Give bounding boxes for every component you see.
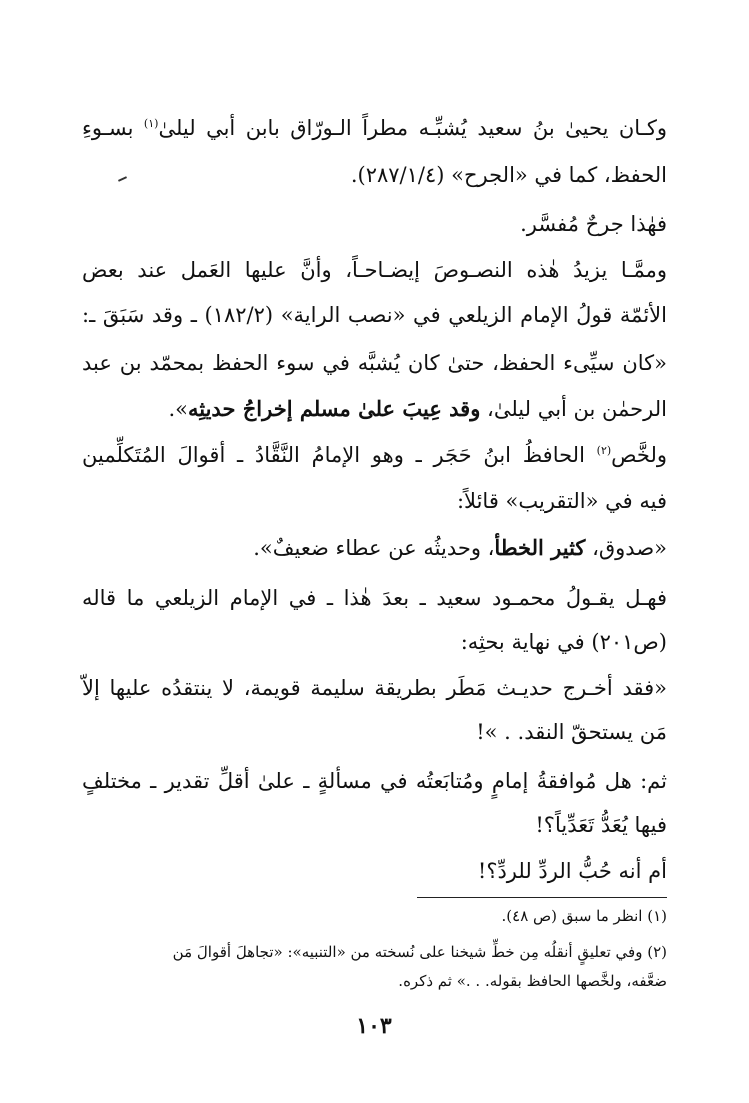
body-line-1-end: بسـوءِ <box>82 116 144 140</box>
body-line-8 <box>82 440 667 470</box>
body-line-10 <box>82 533 667 563</box>
body-line-1-text: وكـان يحيىٰ بنُ سعيد يُشبِّـه مطراً الـورّاق بابن أبي ليلىٰ <box>158 116 667 140</box>
footnote-2-continued: ضعَّفه، ولخَّصها الحافظ بقوله. . .» ثم ذكره. <box>398 972 667 990</box>
quote-text: الرحمٰن بن أبي ليلىٰ، <box>480 397 667 421</box>
footnote-2: (٢) وفي تعليقٍ أنقلُه مِن خطِّ شيخنا على نُسخته من «التنبيه»: «تجاهلَ أقوالَ مَن <box>172 943 667 961</box>
quote-bold-phrase: كثير الخطأ <box>494 535 586 560</box>
body-line-8-text: ولخَّص <box>611 443 667 467</box>
body-line-7 <box>82 394 667 424</box>
body-line-1 <box>82 113 667 143</box>
body-line-14: مَن يستحقّ النقد. . »! <box>476 720 667 744</box>
body-line-11: فهـل يقـولُ محمـود سعيد ـ بعدَ هٰذا ـ في الإمام الزيلعي ما قاله <box>82 586 667 610</box>
body-line-17: أم أنه حُبُّ الردِّ للردِّ؟! <box>477 859 667 883</box>
body-line-15: ثم: هل مُوافقةُ إمامٍ ومُتابَعتُه في مسألةٍ ـ علىٰ أقلِّ تقدير ـ مختلفٍ <box>82 769 667 793</box>
body-line-9: فيه في «التقريب» قائلاً: <box>456 489 667 513</box>
page-number: ١٠٣ <box>356 1013 392 1039</box>
body-line-12: (ص٢٠١) في نهاية بحثِه: <box>460 630 667 654</box>
body-line-8-end: الحافظُ ابنُ حَجَر ـ وهو الإمامُ النَّقَّادُ ـ أقوالَ المُتَكلِّمين <box>82 443 597 467</box>
footnote-ref-2: (٢) <box>596 444 612 457</box>
quote-bold-text: وقد عِيبَ علىٰ مسلم إخراجُ حديثِه <box>187 396 481 421</box>
body-line-6: «كان سيِّىء الحفظ، حتىٰ كان يُشبَّه في سوء الحفظ بمحمّد بن عبد <box>82 351 667 375</box>
quote-open: «صدوق، <box>585 536 667 560</box>
quote-rest: ، وحديثُه عن عطاء ضعيفٌ». <box>253 536 495 560</box>
body-line-13: «فقد أخـرج حديـث مَطَر بطريقة سليمة قويمة، لا ينتقدُه عليها إلاّ <box>82 676 667 700</box>
body-line-3: فهٰذا جرحٌ مُفسَّر. <box>520 212 667 236</box>
footnote-separator <box>417 897 667 898</box>
footnote-ref-1: (١) <box>143 117 159 130</box>
body-line-16: فيها يُعَدُّ تَعَدِّياً؟! <box>535 813 667 837</box>
quote-end: ». <box>168 397 188 421</box>
footnote-1: (١) انظر ما سبق (ص ٤٨). <box>501 907 667 925</box>
body-line-5: الأئمّة قولُ الإمام الزيلعي في «نصب الراية» (١٨٢/٢) ـ وقد سَبَقَ ـ: <box>82 303 667 327</box>
body-line-2: الحفظ، كما في «الجرح» (٢٨٧/١/٤). <box>350 163 667 187</box>
body-line-4: وممَّـا يزيدُ هٰذه النصـوصَ إيضـاحـاً، وأنَّ عليها العَمل عند بعض <box>82 258 667 282</box>
